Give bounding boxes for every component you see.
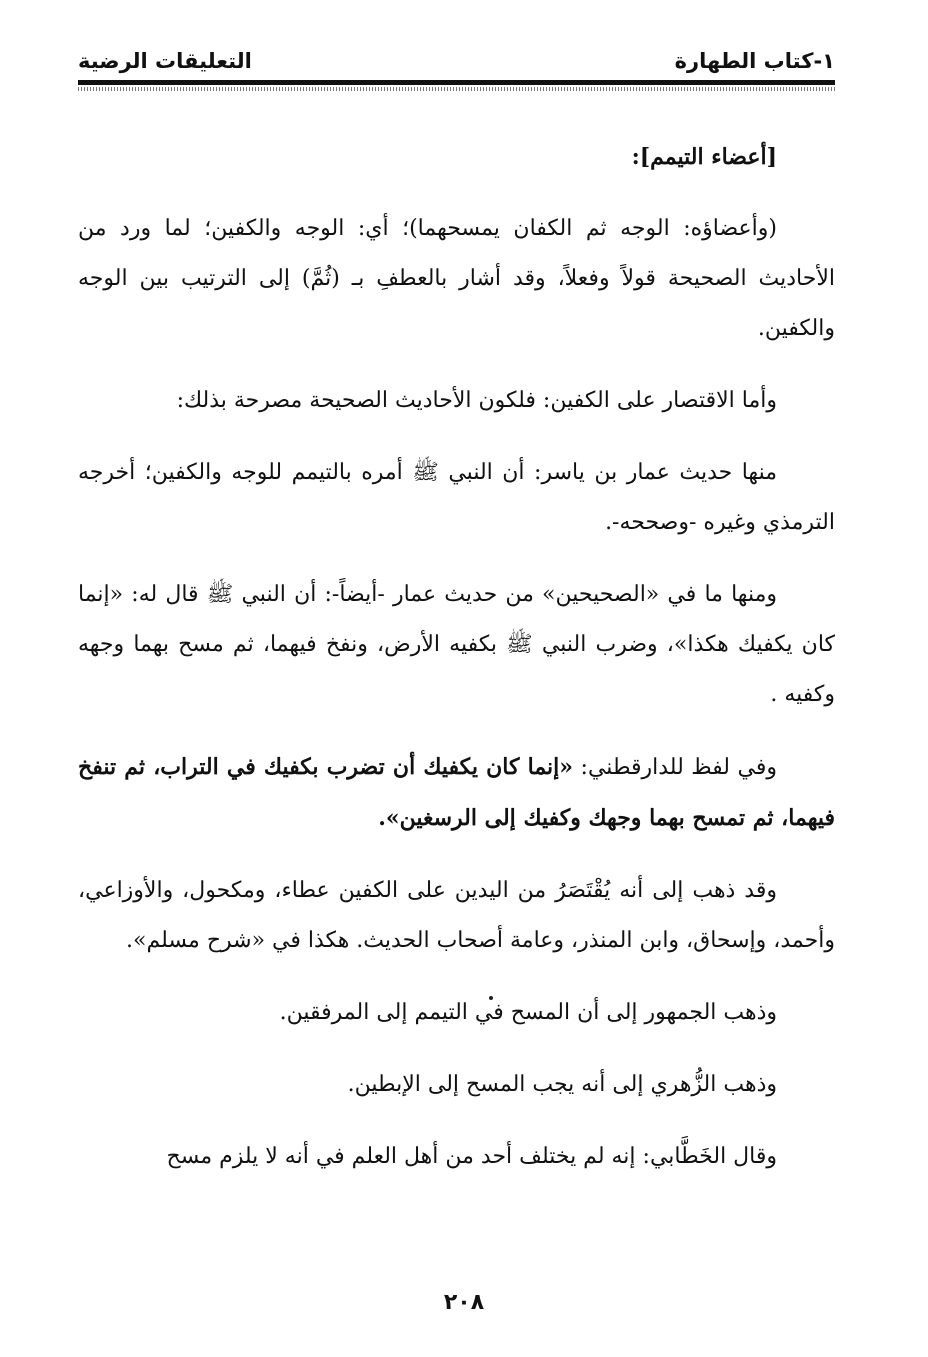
paragraph: وذهب الزُّهري إلى أنه يجب المسح إلى الإبطين. xyxy=(347,1072,777,1097)
book-title: التعليقات الرضية xyxy=(78,49,252,73)
paragraph: وأما الاقتصار على الكفين: فلكون الأحاديث الصحيحة مصرحة بذلك: xyxy=(176,388,777,413)
header-rule-shadow xyxy=(78,87,835,91)
paragraph xyxy=(78,742,835,844)
paragraph: منها حديث عمار بن ياسر: أن النبي ﷺ أمره بالتيمم للوجه والكفين؛ أخرجه الترمذي وغيره -وصححه-. xyxy=(78,460,835,535)
paragraph-lead: وفي لفظ للدارقطني: xyxy=(573,755,777,780)
scan-speck xyxy=(489,996,493,1000)
header-rule xyxy=(78,80,835,85)
paragraph: (وأعضاؤه: الوجه ثم الكفان يمسحهما)؛ أي: الوجه والكفين؛ لما ورد من الأحاديث الصحيحة قولاً وفعلاً، وقد أشار بالعطفِ بـ (ثُمَّ) إلى الترتيب بين الوجه والكفين. xyxy=(78,216,835,341)
page-number: ٢٠٨ xyxy=(443,1290,485,1315)
running-header xyxy=(78,46,835,76)
hadith-quote: «إنما كان يكفيك أن تضرب بكفيك في التراب، ثم تنفخ فيهما، ثم تمسح بهما وجهك وكفيك إلى الرسغين». xyxy=(78,754,835,831)
paragraph: وذهب الجمهور إلى أن المسح في التيمم إلى المرفقين. xyxy=(279,1000,777,1025)
paragraph: وقد ذهب إلى أنه يُقْتَصَرُ من اليدين على الكفين عطاء، ومكحول، والأوزاعي، وأحمد، وإسحاق، وابن المنذر، وعامة أصحاب الحديث. هكذا في «شرح مسلم». xyxy=(78,878,835,953)
chapter-title: ١-كتاب الطهارة xyxy=(674,49,835,73)
paragraph: ومنها ما في «الصحيحين» من حديث عمار -أيضاً-: أن النبي ﷺ قال له: «إنما كان يكفيك هكذا»، وضرب النبي ﷺ بكفيه الأرض، ونفخ فيهما، ثم مسح بهما وجهه وكفيه . xyxy=(78,582,835,707)
section-heading: [أعضاء التيمم]: xyxy=(631,144,777,170)
page-body xyxy=(78,132,835,1204)
paragraph: وقال الخَطَّابي: إنه لم يختلف أحد من أهل العلم في أنه لا يلزم مسح xyxy=(166,1144,777,1169)
